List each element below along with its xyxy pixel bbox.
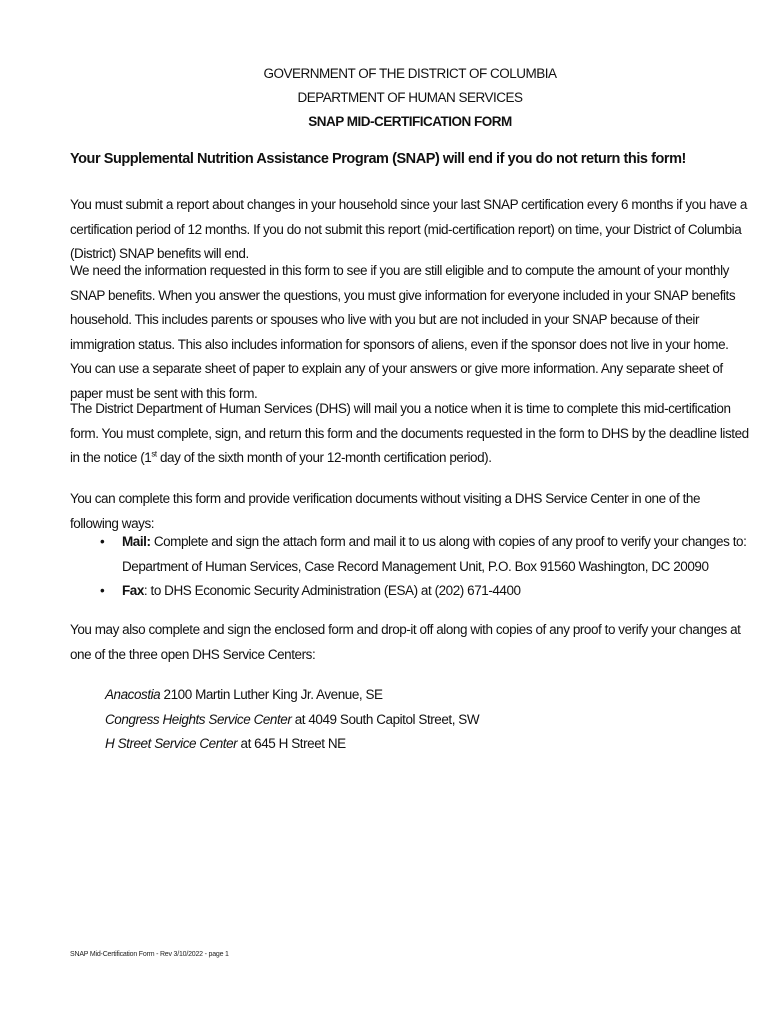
service-center-h-street [105,732,479,757]
service-center-anacostia [105,683,479,708]
paragraph-information-needed: We need the information requested in this form to see if you are still eligible and to compute the amount of your monthly SNAP benefits. When you answer the questions, you must give information for everyone included in your SNAP benefits household. This includes parents or spouses who live with you but are not included in your SNAP because of their immigration status. This also includes information for sponsors of aliens, even if the sponsor does not live in your home. You can use a separate sheet of paper to explain any of your answers or give more information. Any separate sheet of paper must be sent with this form. [70,263,736,401]
service-center-congress-heights [105,708,479,733]
service-centers-list [105,683,479,757]
header-government: GOVERNMENT OF THE DISTRICT OF COLUMBIA [263,66,557,81]
page-footer: SNAP Mid-Certification Form - Rev 3/10/2022 - page 1 [70,951,229,958]
fax-label: Fax [122,583,144,598]
list-item-fax [100,579,750,604]
bullet-icon: • [100,534,105,549]
list-item-mail [100,530,750,579]
paragraph-dhs-notice [70,397,750,471]
paragraph-drop-off: You may also complete and sign the enclosed form and drop-it off along with copies of any proof to verify your changes at one of the three open DHS Service Centers: [70,622,741,662]
fax-text: : to DHS Economic Security Administration (ESA) at (202) 671-4400 [143,583,521,598]
bullet-icon: • [100,583,105,598]
center-address: at 4049 South Capitol Street, SW [291,711,480,727]
center-name: H Street Service Center [105,736,238,751]
snap-warning: Your Supplemental Nutrition Assistance Program (SNAP) will end if you do not return this form! [70,151,686,167]
dhs-notice-text-end: day of the sixth month of your 12-month certification period). [156,450,492,465]
mail-label: Mail: [122,534,151,549]
submission-methods-list [100,530,750,604]
paragraph-ways-to-submit: You can complete this form and provide verification documents without visiting a DHS Service Center in one of the following ways: [70,491,701,531]
paragraph-report-requirement: You must submit a report about changes in your household since your last SNAP certification every 6 months if you have a certification period of 12 months. If you do not submit this report (mid-certification report) on time, your District of Columbia (District) SNAP benefits will end. [70,197,747,261]
mail-text: Complete and sign the attach form and mail it to us along with copies of any proof to verify your changes to: Department of Human Services, Case Record Management Unit, P.O. Box 91560 Washington, DC 20090 [122,534,747,574]
header-department: DEPARTMENT OF HUMAN SERVICES [297,90,523,105]
center-name: Anacostia [105,687,161,702]
document-header [0,62,770,134]
form-title: SNAP MID-CERTIFICATION FORM [308,114,512,129]
ordinal-suffix: st [151,449,157,459]
center-address: 2100 Martin Luther King Jr. Avenue, SE [160,687,383,702]
dhs-notice-text: The District Department of Human Services (DHS) will mail you a notice when it is time to complete this mid-certification form. You must complete, sign, and return this form and the documents requested in the form to DHS by the deadline listed in the notice (1 [70,401,749,465]
center-address: at 645 H Street NE [237,736,346,751]
center-name: Congress Heights Service Center [105,711,292,727]
